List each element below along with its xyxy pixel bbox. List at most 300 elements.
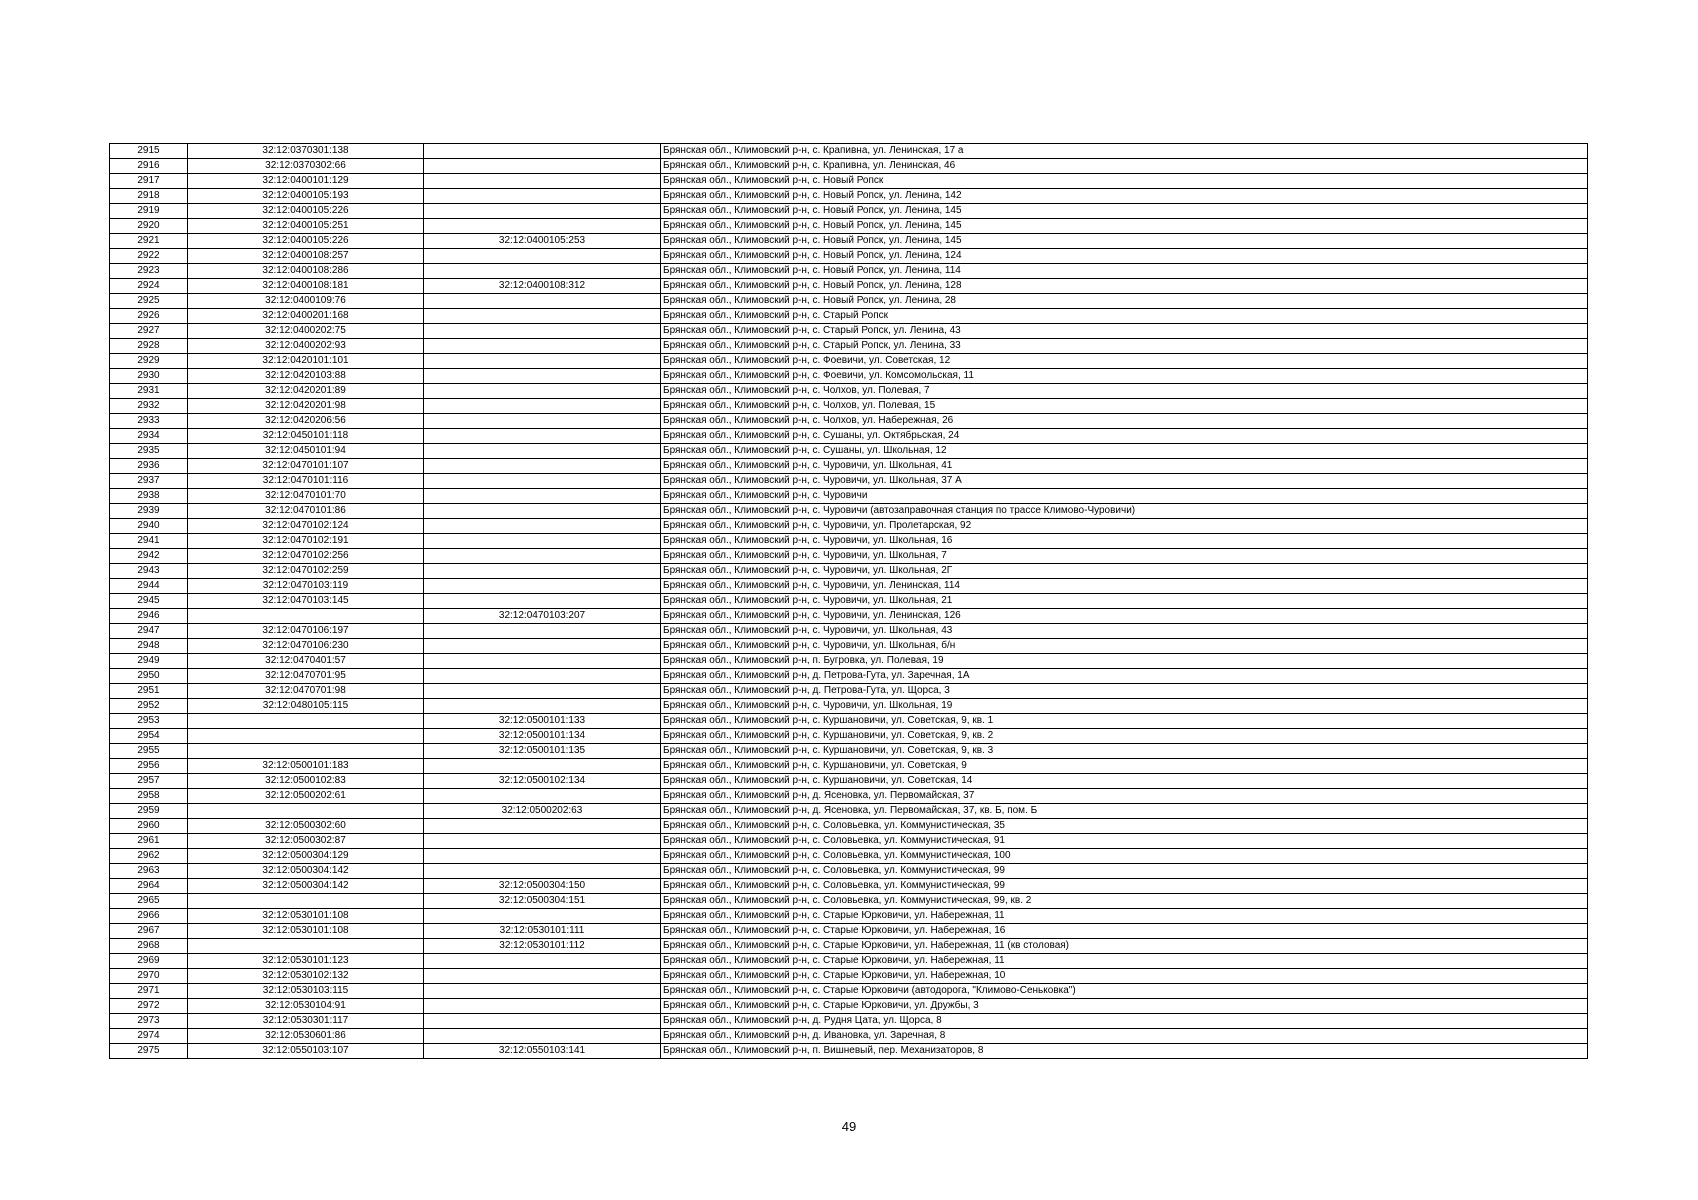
building-number-cell	[424, 864, 661, 879]
cadastral-number-cell: 32:12:0400101:129	[188, 174, 424, 189]
address-cell: Брянская обл., Климовский р-н, с. Куршановичи, ул. Советская, 14	[661, 774, 1588, 789]
row-number-cell: 2934	[110, 429, 188, 444]
table-row	[110, 984, 1588, 999]
cadastral-number-cell: 32:12:0470101:107	[188, 459, 424, 474]
building-number-cell	[424, 324, 661, 339]
building-number-cell	[424, 909, 661, 924]
building-number-cell	[424, 639, 661, 654]
row-number-cell: 2924	[110, 279, 188, 294]
address-cell: Брянская обл., Климовский р-н, с. Чуровичи, ул. Школьная, 7	[661, 549, 1588, 564]
cadastral-number-cell	[188, 744, 424, 759]
address-cell: Брянская обл., Климовский р-н, с. Чуровичи, ул. Школьная, 19	[661, 699, 1588, 714]
cadastral-number-cell: 32:12:0470101:86	[188, 504, 424, 519]
building-number-cell	[424, 654, 661, 669]
cadastral-number-cell: 32:12:0500202:61	[188, 789, 424, 804]
address-cell: Брянская обл., Климовский р-н, с. Куршановичи, ул. Советская, 9, кв. 3	[661, 744, 1588, 759]
address-cell: Брянская обл., Климовский р-н, с. Старые Юрковичи, ул. Набережная, 16	[661, 924, 1588, 939]
cadastral-number-cell: 32:12:0550103:107	[188, 1044, 424, 1059]
row-number-cell: 2917	[110, 174, 188, 189]
cadastral-number-cell: 32:12:0400202:93	[188, 339, 424, 354]
address-cell: Брянская обл., Климовский р-н, п. Бугровка, ул. Полевая, 19	[661, 654, 1588, 669]
table-row	[110, 759, 1588, 774]
address-cell: Брянская обл., Климовский р-н, с. Чуровичи, ул. Ленинская, 114	[661, 579, 1588, 594]
address-cell: Брянская обл., Климовский р-н, с. Соловьевка, ул. Коммунистическая, 91	[661, 834, 1588, 849]
table-row	[110, 399, 1588, 414]
row-number-cell: 2941	[110, 534, 188, 549]
row-number-cell: 2955	[110, 744, 188, 759]
address-cell: Брянская обл., Климовский р-н, с. Крапивна, ул. Ленинская, 46	[661, 159, 1588, 174]
address-cell: Брянская обл., Климовский р-н, д. Ивановка, ул. Заречная, 8	[661, 1029, 1588, 1044]
cadastral-number-cell: 32:12:0420101:101	[188, 354, 424, 369]
building-number-cell: 32:12:0400105:253	[424, 234, 661, 249]
table-row	[110, 879, 1588, 894]
address-cell: Брянская обл., Климовский р-н, с. Новый Ропск, ул. Ленина, 145	[661, 204, 1588, 219]
building-number-cell	[424, 354, 661, 369]
cadastral-number-cell: 32:12:0470103:119	[188, 579, 424, 594]
building-number-cell: 32:12:0500202:63	[424, 804, 661, 819]
table-row	[110, 1014, 1588, 1029]
row-number-cell: 2966	[110, 909, 188, 924]
building-number-cell: 32:12:0530101:111	[424, 924, 661, 939]
address-cell: Брянская обл., Климовский р-н, с. Новый Ропск, ул. Ленина, 145	[661, 219, 1588, 234]
address-cell: Брянская обл., Климовский р-н, с. Чуровичи, ул. Пролетарская, 92	[661, 519, 1588, 534]
cadastral-number-cell: 32:12:0400109:76	[188, 294, 424, 309]
building-number-cell	[424, 474, 661, 489]
table-row	[110, 264, 1588, 279]
building-number-cell	[424, 399, 661, 414]
address-cell: Брянская обл., Климовский р-н, с. Старые Юрковичи (автодорога, "Климово-Сеньковка")	[661, 984, 1588, 999]
table-row	[110, 834, 1588, 849]
address-cell: Брянская обл., Климовский р-н, с. Старый Ропск, ул. Ленина, 33	[661, 339, 1588, 354]
address-cell: Брянская обл., Климовский р-н, с. Новый Ропск, ул. Ленина, 28	[661, 294, 1588, 309]
row-number-cell: 2936	[110, 459, 188, 474]
cadastral-number-cell: 32:12:0420201:98	[188, 399, 424, 414]
row-number-cell: 2938	[110, 489, 188, 504]
table-row	[110, 204, 1588, 219]
cadastral-number-cell: 32:12:0500101:183	[188, 759, 424, 774]
cadastral-number-cell: 32:12:0470102:124	[188, 519, 424, 534]
table-row	[110, 954, 1588, 969]
table-row	[110, 654, 1588, 669]
table-row	[110, 789, 1588, 804]
address-cell: Брянская обл., Климовский р-н, с. Крапивна, ул. Ленинская, 17 а	[661, 144, 1588, 159]
table-row	[110, 669, 1588, 684]
building-number-cell	[424, 954, 661, 969]
building-number-cell	[424, 789, 661, 804]
address-cell: Брянская обл., Климовский р-н, д. Петрова-Гута, ул. Щорса, 3	[661, 684, 1588, 699]
address-cell: Брянская обл., Климовский р-н, с. Фоевичи, ул. Комсомольская, 11	[661, 369, 1588, 384]
table-row	[110, 729, 1588, 744]
cadastral-number-cell: 32:12:0530301:117	[188, 1014, 424, 1029]
row-number-cell: 2933	[110, 414, 188, 429]
building-number-cell	[424, 159, 661, 174]
address-cell: Брянская обл., Климовский р-н, с. Новый Ропск, ул. Ленина, 142	[661, 189, 1588, 204]
building-number-cell	[424, 669, 661, 684]
table-row	[110, 474, 1588, 489]
building-number-cell	[424, 849, 661, 864]
table-row	[110, 489, 1588, 504]
cadastral-number-cell: 32:12:0470103:145	[188, 594, 424, 609]
cadastral-number-cell: 32:12:0500102:83	[188, 774, 424, 789]
building-number-cell	[424, 369, 661, 384]
address-cell: Брянская обл., Климовский р-н, п. Вишневый, пер. Механизаторов, 8	[661, 1044, 1588, 1059]
registry-table-body	[110, 144, 1588, 1059]
row-number-cell: 2944	[110, 579, 188, 594]
building-number-cell	[424, 189, 661, 204]
table-row	[110, 189, 1588, 204]
table-row	[110, 519, 1588, 534]
address-cell: Брянская обл., Климовский р-н, с. Старый Ропск	[661, 309, 1588, 324]
building-number-cell	[424, 699, 661, 714]
registry-table	[109, 143, 1588, 1059]
cadastral-number-cell: 32:12:0530101:108	[188, 909, 424, 924]
row-number-cell: 2932	[110, 399, 188, 414]
row-number-cell: 2926	[110, 309, 188, 324]
cadastral-number-cell	[188, 714, 424, 729]
row-number-cell: 2927	[110, 324, 188, 339]
row-number-cell: 2931	[110, 384, 188, 399]
building-number-cell: 32:12:0470103:207	[424, 609, 661, 624]
building-number-cell	[424, 444, 661, 459]
table-row	[110, 444, 1588, 459]
table-row	[110, 324, 1588, 339]
cadastral-number-cell: 32:12:0420206:56	[188, 414, 424, 429]
cadastral-number-cell	[188, 804, 424, 819]
address-cell: Брянская обл., Климовский р-н, с. Чуровичи, ул. Школьная, 16	[661, 534, 1588, 549]
address-cell: Брянская обл., Климовский р-н, с. Новый Ропск, ул. Ленина, 128	[661, 279, 1588, 294]
building-number-cell	[424, 264, 661, 279]
table-row	[110, 894, 1588, 909]
row-number-cell: 2937	[110, 474, 188, 489]
table-row	[110, 804, 1588, 819]
row-number-cell: 2950	[110, 669, 188, 684]
row-number-cell: 2945	[110, 594, 188, 609]
row-number-cell: 2922	[110, 249, 188, 264]
address-cell: Брянская обл., Климовский р-н, с. Старый Ропск, ул. Ленина, 43	[661, 324, 1588, 339]
address-cell: Брянская обл., Климовский р-н, с. Новый Ропск	[661, 174, 1588, 189]
building-number-cell	[424, 504, 661, 519]
cadastral-number-cell: 32:12:0500302:87	[188, 834, 424, 849]
table-row	[110, 1044, 1588, 1059]
building-number-cell	[424, 834, 661, 849]
building-number-cell: 32:12:0500101:135	[424, 744, 661, 759]
row-number-cell: 2972	[110, 999, 188, 1014]
address-cell: Брянская обл., Климовский р-н, с. Старые Юрковичи, ул. Набережная, 10	[661, 969, 1588, 984]
row-number-cell: 2961	[110, 834, 188, 849]
cadastral-number-cell: 32:12:0500304:142	[188, 864, 424, 879]
building-number-cell	[424, 999, 661, 1014]
table-row	[110, 414, 1588, 429]
cadastral-number-cell: 32:12:0400108:181	[188, 279, 424, 294]
building-number-cell	[424, 549, 661, 564]
table-row	[110, 144, 1588, 159]
cadastral-number-cell: 32:12:0470102:191	[188, 534, 424, 549]
building-number-cell: 32:12:0530101:112	[424, 939, 661, 954]
building-number-cell	[424, 489, 661, 504]
cadastral-number-cell: 32:12:0400108:286	[188, 264, 424, 279]
row-number-cell: 2959	[110, 804, 188, 819]
table-row	[110, 864, 1588, 879]
row-number-cell: 2958	[110, 789, 188, 804]
row-number-cell: 2939	[110, 504, 188, 519]
cadastral-number-cell: 32:12:0470102:256	[188, 549, 424, 564]
cadastral-number-cell: 32:12:0400105:193	[188, 189, 424, 204]
cadastral-number-cell: 32:12:0400105:226	[188, 234, 424, 249]
building-number-cell	[424, 579, 661, 594]
building-number-cell	[424, 339, 661, 354]
cadastral-number-cell: 32:12:0530101:123	[188, 954, 424, 969]
row-number-cell: 2947	[110, 624, 188, 639]
building-number-cell: 32:12:0500304:151	[424, 894, 661, 909]
table-row	[110, 294, 1588, 309]
building-number-cell	[424, 429, 661, 444]
address-cell: Брянская обл., Климовский р-н, с. Соловьевка, ул. Коммунистическая, 35	[661, 819, 1588, 834]
table-row	[110, 714, 1588, 729]
address-cell: Брянская обл., Климовский р-н, с. Чуровичи, ул. Школьная, 21	[661, 594, 1588, 609]
address-cell: Брянская обл., Климовский р-н, с. Чуровичи, ул. Школьная, б/н	[661, 639, 1588, 654]
address-cell: Брянская обл., Климовский р-н, с. Новый Ропск, ул. Ленина, 124	[661, 249, 1588, 264]
building-number-cell: 32:12:0400108:312	[424, 279, 661, 294]
address-cell: Брянская обл., Климовский р-н, с. Чуровичи, ул. Школьная, 41	[661, 459, 1588, 474]
row-number-cell: 2940	[110, 519, 188, 534]
cadastral-number-cell	[188, 894, 424, 909]
row-number-cell: 2921	[110, 234, 188, 249]
table-row	[110, 819, 1588, 834]
building-number-cell	[424, 564, 661, 579]
row-number-cell: 2952	[110, 699, 188, 714]
table-row	[110, 219, 1588, 234]
table-row	[110, 924, 1588, 939]
cadastral-number-cell: 32:12:0400105:251	[188, 219, 424, 234]
cadastral-number-cell: 32:12:0530101:108	[188, 924, 424, 939]
row-number-cell: 2915	[110, 144, 188, 159]
row-number-cell: 2968	[110, 939, 188, 954]
row-number-cell: 2969	[110, 954, 188, 969]
building-number-cell: 32:12:0500304:150	[424, 879, 661, 894]
building-number-cell	[424, 309, 661, 324]
table-row	[110, 159, 1588, 174]
table-row	[110, 459, 1588, 474]
row-number-cell: 2960	[110, 819, 188, 834]
address-cell: Брянская обл., Климовский р-н, с. Чуровичи, ул. Школьная, 37 А	[661, 474, 1588, 489]
building-number-cell	[424, 219, 661, 234]
address-cell: Брянская обл., Климовский р-н, с. Фоевичи, ул. Советская, 12	[661, 354, 1588, 369]
cadastral-number-cell: 32:12:0470701:98	[188, 684, 424, 699]
address-cell: Брянская обл., Климовский р-н, с. Соловьевка, ул. Коммунистическая, 100	[661, 849, 1588, 864]
address-cell: Брянская обл., Климовский р-н, с. Соловьевка, ул. Коммунистическая, 99	[661, 879, 1588, 894]
cadastral-number-cell: 32:12:0500302:60	[188, 819, 424, 834]
row-number-cell: 2935	[110, 444, 188, 459]
cadastral-number-cell: 32:12:0400202:75	[188, 324, 424, 339]
row-number-cell: 2975	[110, 1044, 188, 1059]
cadastral-number-cell: 32:12:0420103:88	[188, 369, 424, 384]
row-number-cell: 2930	[110, 369, 188, 384]
cadastral-number-cell: 32:12:0470101:70	[188, 489, 424, 504]
address-cell: Брянская обл., Климовский р-н, с. Новый Ропск, ул. Ленина, 114	[661, 264, 1588, 279]
building-number-cell	[424, 519, 661, 534]
table-row	[110, 684, 1588, 699]
address-cell: Брянская обл., Климовский р-н, с. Соловьевка, ул. Коммунистическая, 99	[661, 864, 1588, 879]
table-row	[110, 909, 1588, 924]
table-row	[110, 594, 1588, 609]
address-cell: Брянская обл., Климовский р-н, с. Куршановичи, ул. Советская, 9, кв. 1	[661, 714, 1588, 729]
cadastral-number-cell: 32:12:0470101:116	[188, 474, 424, 489]
address-cell: Брянская обл., Климовский р-н, с. Чуровичи, ул. Школьная, 43	[661, 624, 1588, 639]
building-number-cell	[424, 294, 661, 309]
row-number-cell: 2974	[110, 1029, 188, 1044]
table-row	[110, 624, 1588, 639]
row-number-cell: 2956	[110, 759, 188, 774]
row-number-cell: 2963	[110, 864, 188, 879]
address-cell: Брянская обл., Климовский р-н, д. Рудня Цата, ул. Щорса, 8	[661, 1014, 1588, 1029]
cadastral-number-cell: 32:12:0400108:257	[188, 249, 424, 264]
cadastral-number-cell: 32:12:0470102:259	[188, 564, 424, 579]
row-number-cell: 2973	[110, 1014, 188, 1029]
table-row	[110, 639, 1588, 654]
page-number: 49	[841, 1119, 857, 1134]
address-cell: Брянская обл., Климовский р-н, с. Куршановичи, ул. Советская, 9, кв. 2	[661, 729, 1588, 744]
address-cell: Брянская обл., Климовский р-н, с. Соловьевка, ул. Коммунистическая, 99, кв. 2	[661, 894, 1588, 909]
building-number-cell	[424, 759, 661, 774]
row-number-cell: 2919	[110, 204, 188, 219]
cadastral-number-cell: 32:12:0500304:129	[188, 849, 424, 864]
table-row	[110, 174, 1588, 189]
row-number-cell: 2964	[110, 879, 188, 894]
building-number-cell	[424, 384, 661, 399]
building-number-cell	[424, 819, 661, 834]
cadastral-number-cell: 32:12:0470106:197	[188, 624, 424, 639]
cadastral-number-cell: 32:12:0480105:115	[188, 699, 424, 714]
cadastral-number-cell: 32:12:0530601:86	[188, 1029, 424, 1044]
table-row	[110, 744, 1588, 759]
row-number-cell: 2946	[110, 609, 188, 624]
row-number-cell: 2949	[110, 654, 188, 669]
row-number-cell: 2925	[110, 294, 188, 309]
address-cell: Брянская обл., Климовский р-н, с. Куршановичи, ул. Советская, 9	[661, 759, 1588, 774]
table-row	[110, 249, 1588, 264]
building-number-cell	[424, 1029, 661, 1044]
building-number-cell	[424, 534, 661, 549]
building-number-cell: 32:12:0500102:134	[424, 774, 661, 789]
address-cell: Брянская обл., Климовский р-н, с. Чуровичи, ул. Школьная, 2Г	[661, 564, 1588, 579]
row-number-cell: 2929	[110, 354, 188, 369]
building-number-cell	[424, 969, 661, 984]
row-number-cell: 2957	[110, 774, 188, 789]
building-number-cell	[424, 174, 661, 189]
cadastral-number-cell	[188, 729, 424, 744]
building-number-cell	[424, 594, 661, 609]
table-row	[110, 774, 1588, 789]
cadastral-number-cell: 32:12:0470401:57	[188, 654, 424, 669]
table-row	[110, 939, 1588, 954]
address-cell: Брянская обл., Климовский р-н, с. Чолхов, ул. Набережная, 26	[661, 414, 1588, 429]
table-row	[110, 699, 1588, 714]
table-row	[110, 579, 1588, 594]
row-number-cell: 2916	[110, 159, 188, 174]
address-cell: Брянская обл., Климовский р-н, с. Старые Юрковичи, ул. Набережная, 11	[661, 954, 1588, 969]
address-cell: Брянская обл., Климовский р-н, с. Сушаны, ул. Школьная, 12	[661, 444, 1588, 459]
table-row	[110, 354, 1588, 369]
row-number-cell: 2967	[110, 924, 188, 939]
building-number-cell	[424, 249, 661, 264]
table-row	[110, 564, 1588, 579]
table-row	[110, 369, 1588, 384]
cadastral-number-cell: 32:12:0400105:226	[188, 204, 424, 219]
row-number-cell: 2943	[110, 564, 188, 579]
building-number-cell: 32:12:0550103:141	[424, 1044, 661, 1059]
building-number-cell	[424, 624, 661, 639]
cadastral-number-cell: 32:12:0370302:66	[188, 159, 424, 174]
address-cell: Брянская обл., Климовский р-н, с. Чуровичи (автозаправочная станция по трассе Климово-Чуровичи)	[661, 504, 1588, 519]
building-number-cell	[424, 984, 661, 999]
cadastral-number-cell: 32:12:0400201:168	[188, 309, 424, 324]
table-row	[110, 849, 1588, 864]
table-row	[110, 969, 1588, 984]
cadastral-number-cell: 32:12:0530102:132	[188, 969, 424, 984]
address-cell: Брянская обл., Климовский р-н, с. Чолхов, ул. Полевая, 15	[661, 399, 1588, 414]
table-row	[110, 609, 1588, 624]
table-row	[110, 549, 1588, 564]
row-number-cell: 2928	[110, 339, 188, 354]
address-cell: Брянская обл., Климовский р-н, с. Старые Юрковичи, ул. Набережная, 11 (кв столовая)	[661, 939, 1588, 954]
building-number-cell	[424, 144, 661, 159]
address-cell: Брянская обл., Климовский р-н, д. Петрова-Гута, ул. Заречная, 1А	[661, 669, 1588, 684]
cadastral-number-cell: 32:12:0370301:138	[188, 144, 424, 159]
building-number-cell: 32:12:0500101:134	[424, 729, 661, 744]
table-row	[110, 534, 1588, 549]
table-row	[110, 1029, 1588, 1044]
cadastral-number-cell: 32:12:0450101:118	[188, 429, 424, 444]
row-number-cell: 2971	[110, 984, 188, 999]
address-cell: Брянская обл., Климовский р-н, с. Старые Юрковичи, ул. Набережная, 11	[661, 909, 1588, 924]
cadastral-number-cell: 32:12:0530104:91	[188, 999, 424, 1014]
cadastral-number-cell: 32:12:0470106:230	[188, 639, 424, 654]
row-number-cell: 2942	[110, 549, 188, 564]
row-number-cell: 2970	[110, 969, 188, 984]
table-row	[110, 279, 1588, 294]
row-number-cell: 2953	[110, 714, 188, 729]
table-row	[110, 339, 1588, 354]
table-row	[110, 309, 1588, 324]
cadastral-number-cell: 32:12:0500304:142	[188, 879, 424, 894]
address-cell: Брянская обл., Климовский р-н, с. Чуровичи	[661, 489, 1588, 504]
building-number-cell	[424, 459, 661, 474]
building-number-cell	[424, 1014, 661, 1029]
cadastral-number-cell: 32:12:0470701:95	[188, 669, 424, 684]
address-cell: Брянская обл., Климовский р-н, д. Ясеновка, ул. Первомайская, 37, кв. Б, пом. Б	[661, 804, 1588, 819]
row-number-cell: 2954	[110, 729, 188, 744]
address-cell: Брянская обл., Климовский р-н, с. Чолхов, ул. Полевая, 7	[661, 384, 1588, 399]
row-number-cell: 2951	[110, 684, 188, 699]
address-cell: Брянская обл., Климовский р-н, с. Старые Юрковичи, ул. Дружбы, 3	[661, 999, 1588, 1014]
cadastral-number-cell	[188, 609, 424, 624]
row-number-cell: 2918	[110, 189, 188, 204]
table-row	[110, 999, 1588, 1014]
row-number-cell: 2948	[110, 639, 188, 654]
building-number-cell	[424, 414, 661, 429]
row-number-cell: 2962	[110, 849, 188, 864]
cadastral-number-cell: 32:12:0420201:89	[188, 384, 424, 399]
row-number-cell: 2920	[110, 219, 188, 234]
address-cell: Брянская обл., Климовский р-н, с. Новый Ропск, ул. Ленина, 145	[661, 234, 1588, 249]
table-row	[110, 234, 1588, 249]
table-row	[110, 384, 1588, 399]
cadastral-number-cell	[188, 939, 424, 954]
row-number-cell: 2965	[110, 894, 188, 909]
building-number-cell	[424, 684, 661, 699]
row-number-cell: 2923	[110, 264, 188, 279]
address-cell: Брянская обл., Климовский р-н, с. Сушаны, ул. Октябрьская, 24	[661, 429, 1588, 444]
